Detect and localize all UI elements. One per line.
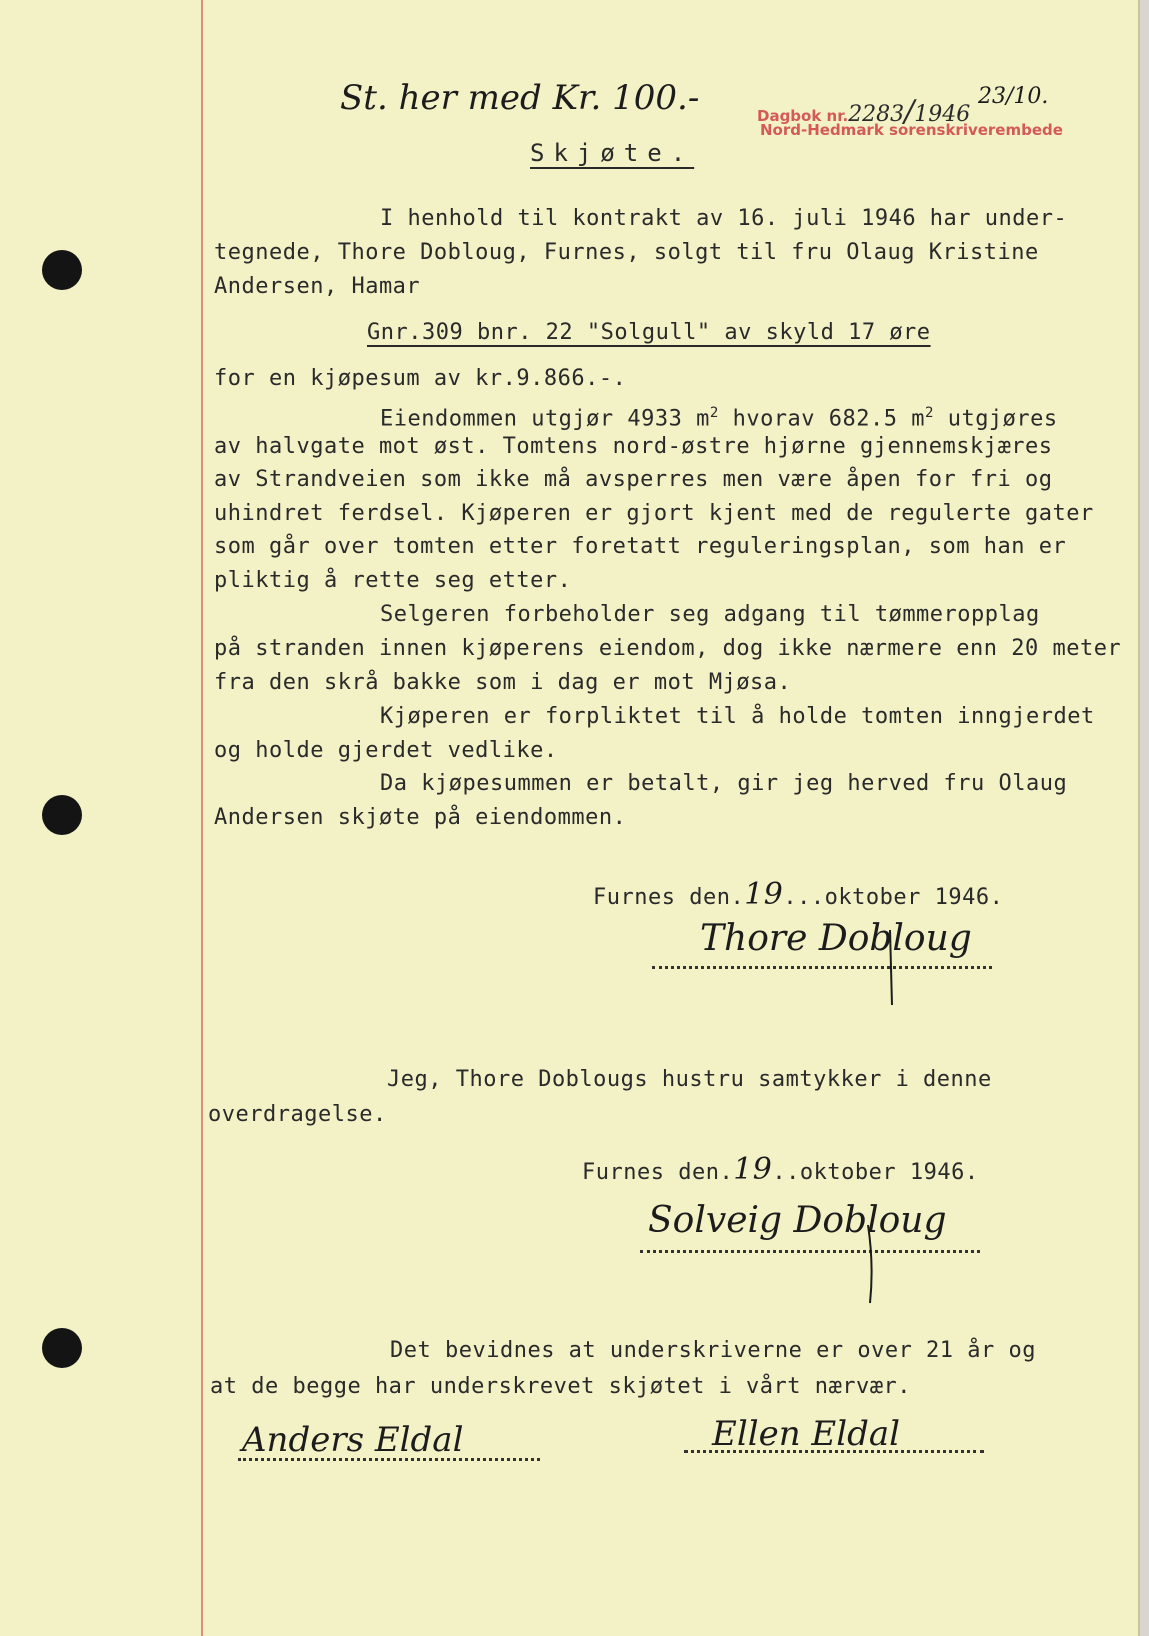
- witness-line: Det bevidnes at underskriverne er over 21 år og: [390, 1338, 1037, 1363]
- witness-line: at de begge har underskrevet skjøtet i vårt nærvær.: [210, 1374, 912, 1399]
- body-line: Kjøperen er forpliktet til å holde tomten inngjerdet: [380, 704, 1095, 729]
- seller-signature: Thore Dobloug: [700, 918, 972, 959]
- seller-date-line: Furnes den.19...oktober 1946.: [593, 877, 1004, 912]
- consent-line: overdragelse.: [208, 1102, 387, 1127]
- consent-date-line: Furnes den.19..oktober 1946.: [582, 1152, 979, 1187]
- body-line: av Strandveien som ikke må avsperres men være åpen for fri og: [214, 467, 1053, 492]
- handwritten-day: 19: [733, 1152, 773, 1187]
- punch-hole: [42, 250, 82, 290]
- body-line: uhindret ferdsel. Kjøperen er gjort kjent med de regulerte gater: [214, 501, 1094, 526]
- witness-signature-right: Ellen Eldal: [712, 1414, 900, 1454]
- stamp-journal-number: 2283: [848, 102, 905, 127]
- handwritten-day: 19: [744, 877, 784, 912]
- body-line: I henhold til kontrakt av 16. juli 1946 har under-: [380, 206, 1068, 231]
- spouse-signature: Solveig Dobloug: [648, 1200, 947, 1241]
- property-designation: Gnr.309 bnr. 22 "Solgull" av skyld 17 øre: [367, 320, 931, 345]
- stamp-office-line: Nord-Hedmark sorenskriverembede: [760, 121, 1063, 139]
- stamp-journal-year: 1946: [914, 102, 971, 127]
- body-line: og holde gjerdet vedlike.: [214, 738, 558, 763]
- document-title: Skjøte.: [530, 139, 695, 167]
- body-line: Andersen skjøte på eiendommen.: [214, 805, 627, 830]
- stamp-journal-line: Dagbok nr.2283/1946: [757, 94, 971, 129]
- handwritten-stamp-date: 23/10.: [978, 84, 1049, 109]
- body-line: Andersen, Hamar: [214, 274, 421, 299]
- body-line: Eiendommen utgjør 4933 $m^2$ hvorav 682.5 $m^2$ utgjøres: [380, 405, 1058, 432]
- signature-dotted-line: [652, 966, 992, 969]
- purchase-price-line: for en kjøpesum av kr.9.866.-.: [214, 366, 627, 391]
- body-line: pliktig å rette seg etter.: [214, 568, 572, 593]
- margin-line: [201, 0, 203, 1636]
- handwritten-fee-note: St. her med Kr. 100.-: [340, 78, 700, 118]
- punch-hole: [42, 1328, 82, 1368]
- punch-hole: [42, 795, 82, 835]
- witness-signature-left: Anders Eldal: [242, 1420, 464, 1460]
- signature-flourish: [860, 1225, 880, 1305]
- body-line: Da kjøpesummen er betalt, gir jeg herved fru Olaug: [380, 771, 1068, 796]
- body-line: fra den skrå bakke som i dag er mot Mjøsa.: [214, 670, 792, 695]
- consent-line: Jeg, Thore Doblougs hustru samtykker i denne: [387, 1067, 992, 1092]
- body-line: som går over tomten etter foretatt reguleringsplan, som han er: [214, 534, 1067, 559]
- body-line: Selgeren forbeholder seg adgang til tømmeropplag: [380, 602, 1040, 627]
- signature-flourish: [880, 930, 900, 1010]
- body-line: tegnede, Thore Dobloug, Furnes, solgt til fru Olaug Kristine: [214, 240, 1039, 265]
- body-line: på stranden innen kjøperens eiendom, dog ikke nærmere enn 20 meter: [214, 636, 1122, 661]
- body-line: av halvgate mot øst. Tomtens nord-østre hjørne gjennemskjæres: [214, 434, 1053, 459]
- signature-dotted-line: [640, 1250, 980, 1253]
